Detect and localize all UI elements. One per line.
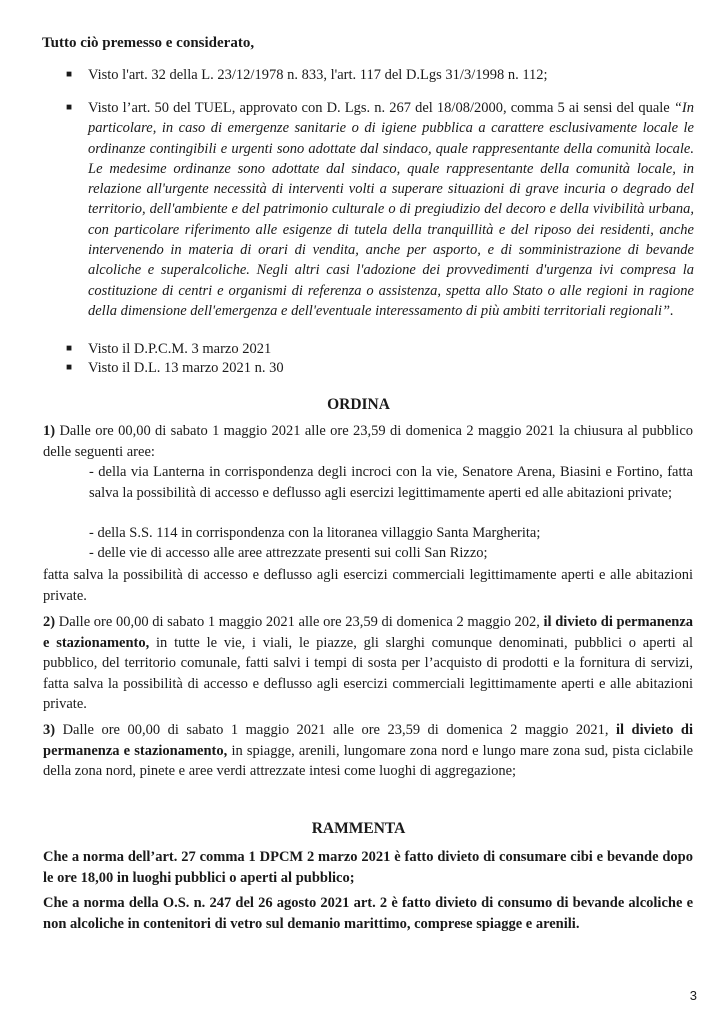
consideration-2-text: Visto l’art. 50 del TUEL, approvato con D. Lgs. n. 267 del 18/08/2000, comma 5 ai sensi del quale (88, 100, 670, 116)
bullet-icon: ■ (66, 102, 73, 113)
page-number: 3 (689, 988, 697, 1003)
consideration-3: Visto il D.P.C.M. 3 marzo 2021 (88, 341, 272, 357)
order-item-3-pre: Dalle ore 00,00 di sabato 1 maggio 2021 alle ore 23,59 di domenica 2 maggio 2021, (62, 722, 609, 738)
order-item-1-closing: fatta salva la possibilità di accesso e deflusso agli esercizi commerciali legittimamente aperti e alle abitazioni private. (43, 567, 693, 604)
consideration-2 (88, 98, 694, 321)
order-item-1-sub-3: - delle vie di accesso alle aree attrezzate presenti sui colli San Rizzo; (89, 545, 488, 561)
order-item-3-number: 3) (43, 722, 56, 738)
order-item-2-post: in tutte le vie, i viali, le piazze, gli slarghi comunque denominati, pubblici o aperti al pubblico, del territorio comunale, fatti salvi i tempi di sosta per l’acquisto di prodotti e la fornitura di servizi, fatta salva la possibilità di accesso e deflusso agli esercizi commerciali legittimamente aperti e alle abitazioni private. (43, 634, 694, 712)
intro-heading: Tutto ciò premesso e considerato, (42, 35, 255, 51)
order-item-1-sub-1: - della via Lanterna in corrispondenza degli incroci con la vie, Senatore Arena, Biasini e Fortino, fatta salva la possibilità di accesso e deflusso agli esercizi legittimamente aperti ed alle abitazioni private; (89, 464, 693, 501)
bullet-icon: ■ (66, 343, 73, 354)
rammenta-paragraph-2: Che a norma della O.S. n. 247 del 26 agosto 2021 art. 2 è fatto divieto di consumo di bevande alcoliche e non alcoliche in contenitori di vetro sul demanio marittimo, comprese spiagge e arenili. (43, 895, 693, 932)
order-item-2-pre: Dalle ore 00,00 di sabato 1 maggio 2021 alle ore 23,59 di domenica 2 maggio 202, (58, 614, 540, 630)
consideration-4: Visto il D.L. 13 marzo 2021 n. 30 (88, 360, 284, 376)
tuel-quote: “In particolare, in caso di emergenze sanitarie o di igiene pubblica a carattere esclusivamente locale le ordinanze contingibili e urgenti sono adottate dal sindaco, quale rappresentante della comunità locale. Le medesime ordinanze sono adottate dal sindaco, quale rappresentante della comunità locale, in relazione all'urgente necessità di interventi volti a superare situazioni di grave incuria o degrado del territorio, dell'ambiente e del patrimonio culturale o di pregiudizio del decoro e della vivibilità urbana, con particolare riferimento alle esigenze di tutela della tranquillità e del riposo dei residenti, anche intervenendo in materia di orari di vendita, anche per asporto, e di somministrazione di bevande alcoliche e superalcoliche. Negli altri casi l'adozione dei provvedimenti d'urgenza ivi compresa la costituzione di centri e organismi di referenza o assistenza, spetta allo Stato o alle regioni in ragione della dimensione dell'emergenza e dell'eventuale interessamento di più ambiti territoriali regionali”. (88, 100, 694, 319)
order-item-2-number: 2) (43, 614, 56, 630)
order-item-3 (43, 720, 693, 782)
order-item-1-text: Dalle ore 00,00 di sabato 1 maggio 2021 alle ore 23,59 di domenica 2 maggio 2021 la chiusura al pubblico delle seguenti aree: (43, 423, 693, 460)
ordina-title: ORDINA (327, 396, 390, 413)
consideration-1: Visto l'art. 32 della L. 23/12/1978 n. 833, l'art. 117 del D.Lgs 31/3/1998 n. 112; (88, 67, 548, 83)
order-item-3-post: in spiagge, arenili, lungomare zona nord e lungo mare zona sud, pista ciclabile della zona nord, pinete e aree verdi attrezzate intesi come luoghi di aggregazione; (43, 742, 694, 779)
order-item-2 (43, 612, 693, 715)
order-item-3-bold: il divieto di permanenza e stazionamento, (43, 722, 694, 759)
rammenta-paragraph-1: Che a norma dell’art. 27 comma 1 DPCM 2 marzo 2021 è fatto divieto di consumare cibi e bevande dopo le ore 18,00 in luoghi pubblici o aperti al pubblico; (43, 849, 693, 886)
order-item-2-bold: il divieto di permanenza e stazionamento, (43, 614, 694, 651)
order-item-1-sub-2: - della S.S. 114 in corrispondenza con la litoranea villaggio Santa Margherita; (89, 525, 541, 541)
order-item-1-number: 1) (43, 423, 56, 439)
order-item-1 (43, 421, 693, 462)
bullet-icon: ■ (66, 362, 73, 373)
bullet-icon: ■ (66, 69, 73, 80)
rammenta-title: RAMMENTA (311, 820, 406, 837)
